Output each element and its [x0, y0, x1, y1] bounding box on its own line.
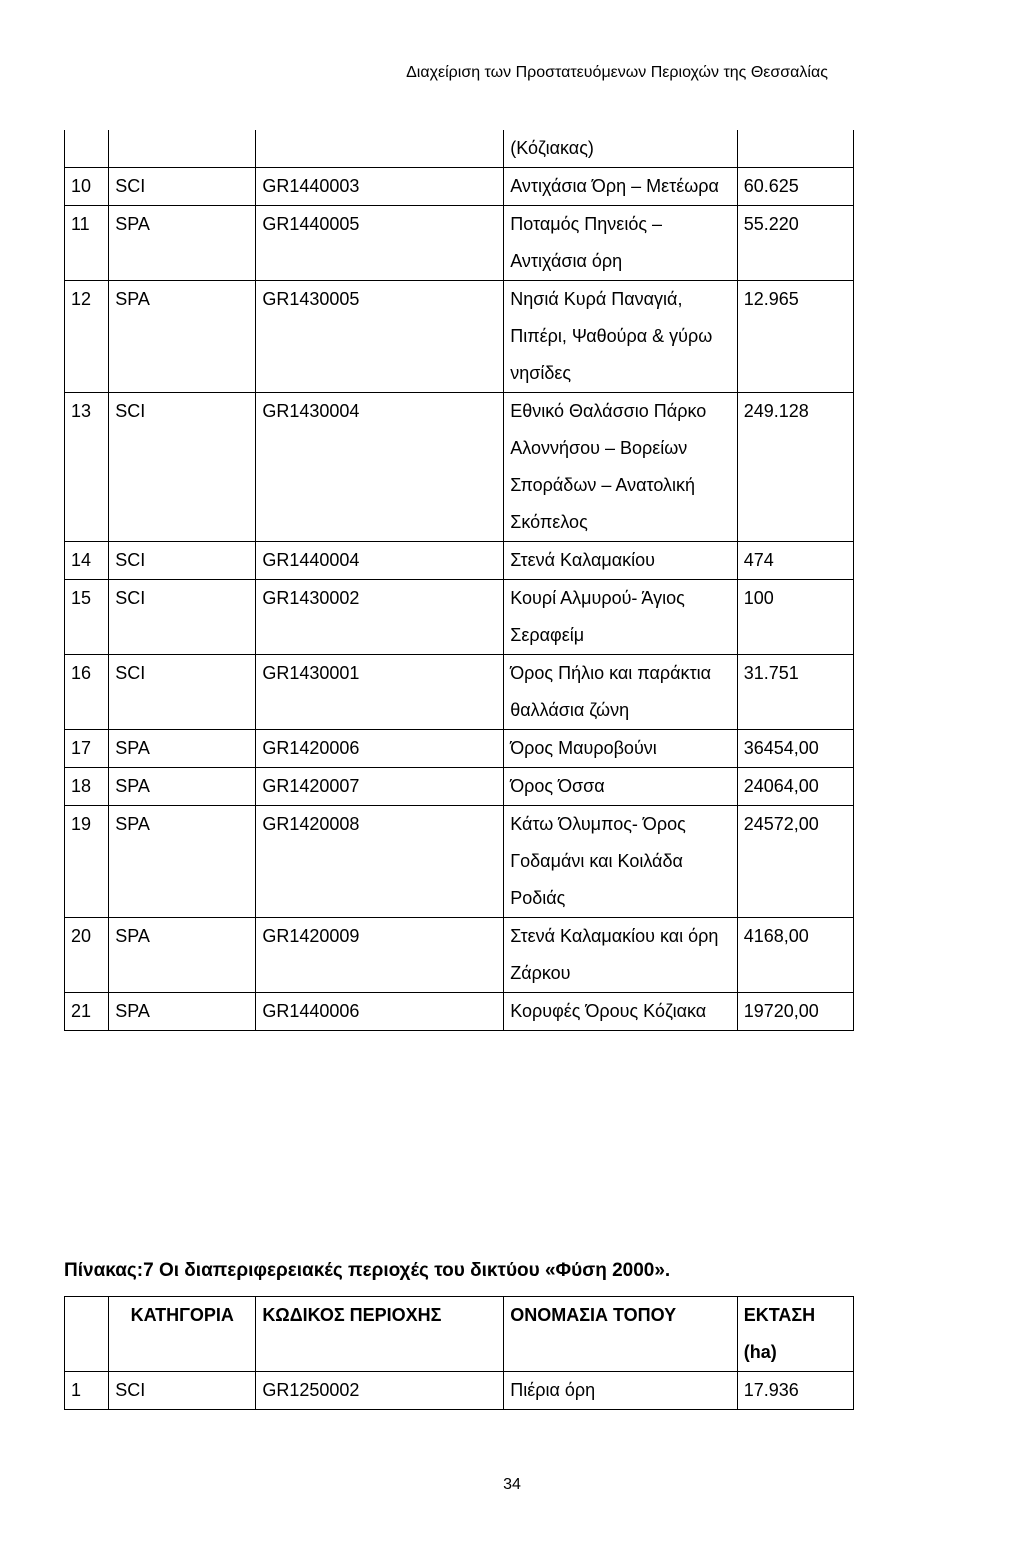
cell-code: GR1440003 [256, 168, 504, 206]
cell-category: SPA [109, 730, 256, 768]
cell-num: 12 [65, 281, 109, 393]
cell-category: SPA [109, 918, 256, 993]
cell-code: GR1430005 [256, 281, 504, 393]
table-row [65, 580, 854, 655]
table-row [65, 168, 854, 206]
cell-area: 36454,00 [737, 730, 853, 768]
header-name: ΟΝΟΜΑΣΙΑ ΤΟΠΟΥ [504, 1297, 738, 1372]
table-row [65, 806, 854, 918]
cell-num [65, 130, 109, 168]
cell-area: 60.625 [737, 168, 853, 206]
cell-area: 24064,00 [737, 768, 853, 806]
cell-code: GR1420007 [256, 768, 504, 806]
cell-area: 55.220 [737, 206, 853, 281]
cell-code: GR1420009 [256, 918, 504, 993]
cell-name: Στενά Καλαμακίου [504, 542, 738, 580]
cell-num: 17 [65, 730, 109, 768]
cell-area: 24572,00 [737, 806, 853, 918]
cell-category: SCI [109, 168, 256, 206]
header-area: ΕΚΤΑΣΗ (ha) [737, 1297, 853, 1372]
cell-category: SCI [109, 393, 256, 542]
cell-category [109, 130, 256, 168]
cell-category: SCI [109, 655, 256, 730]
cell-num: 16 [65, 655, 109, 730]
cell-category: SCI [109, 542, 256, 580]
cell-code: GR1250002 [256, 1372, 504, 1410]
cell-num: 13 [65, 393, 109, 542]
header-code: ΚΩΔΙΚΟΣ ΠΕΡΙΟΧΗΣ [256, 1297, 504, 1372]
cell-num: 1 [65, 1372, 109, 1410]
cell-code: GR1430004 [256, 393, 504, 542]
table-row [65, 993, 854, 1031]
continuation-row [65, 130, 854, 168]
table-row [65, 730, 854, 768]
header-category: ΚΑΤΗΓΟΡΙΑ [109, 1297, 256, 1372]
cell-num: 18 [65, 768, 109, 806]
cell-name: (Κόζιακας) [504, 130, 738, 168]
cell-name: Νησιά Κυρά Παναγιά, Πιπέρι, Ψαθούρα & γύρω νησίδες [504, 281, 738, 393]
cell-name: Κουρί Αλμυρού- Άγιος Σεραφείμ [504, 580, 738, 655]
cell-name: Όρος Μαυροβούνι [504, 730, 738, 768]
cell-area: 19720,00 [737, 993, 853, 1031]
page-number: 34 [503, 1476, 521, 1493]
cell-name: Εθνικό Θαλάσσιο Πάρκο Αλοννήσου – Βορείων Σποράδων – Ανατολική Σκόπελος [504, 393, 738, 542]
cell-name: Όρος Πήλιο και παράκτια θαλλάσια ζώνη [504, 655, 738, 730]
cell-code: GR1420008 [256, 806, 504, 918]
header-num [65, 1297, 109, 1372]
cell-area: 4168,00 [737, 918, 853, 993]
cell-area: 100 [737, 580, 853, 655]
cell-category: SPA [109, 993, 256, 1031]
cell-num: 14 [65, 542, 109, 580]
table-caption: Πίνακας:7 Οι διαπεριφερειακές περιοχές του δικτύου «Φύση 2000». [64, 1260, 671, 1281]
cell-area [737, 130, 853, 168]
cell-category: SPA [109, 206, 256, 281]
table-header-row [65, 1297, 854, 1372]
table-row [65, 768, 854, 806]
cell-area: 17.936 [737, 1372, 853, 1410]
cell-name: Κορυφές Όρους Κόζιακα [504, 993, 738, 1031]
cell-name: Πιέρια όρη [504, 1372, 738, 1410]
cell-category: SCI [109, 580, 256, 655]
cell-num: 11 [65, 206, 109, 281]
cell-name: Όρος Όσσα [504, 768, 738, 806]
cell-num: 15 [65, 580, 109, 655]
cell-category: SPA [109, 806, 256, 918]
table-row [65, 393, 854, 542]
cell-code: GR1430001 [256, 655, 504, 730]
cell-num: 10 [65, 168, 109, 206]
table-row [65, 206, 854, 281]
cell-category: SPA [109, 768, 256, 806]
cell-category: SPA [109, 281, 256, 393]
table-row [65, 655, 854, 730]
cell-area: 474 [737, 542, 853, 580]
table-row [65, 918, 854, 993]
table-row [65, 542, 854, 580]
cell-num: 21 [65, 993, 109, 1031]
table-row [65, 1372, 854, 1410]
cell-area: 249.128 [737, 393, 853, 542]
sites-table-continued [64, 130, 854, 1031]
cell-code: GR1440006 [256, 993, 504, 1031]
cell-code [256, 130, 504, 168]
cell-name: Ποταμός Πηνειός – Αντιχάσια όρη [504, 206, 738, 281]
table-row [65, 281, 854, 393]
cell-code: GR1420006 [256, 730, 504, 768]
cell-name: Κάτω Όλυμπος- Όρος Γοδαμάνι και Κοιλάδα Ροδιάς [504, 806, 738, 918]
cell-code: GR1440004 [256, 542, 504, 580]
cell-num: 19 [65, 806, 109, 918]
cell-category: SCI [109, 1372, 256, 1410]
cell-num: 20 [65, 918, 109, 993]
cell-code: GR1440005 [256, 206, 504, 281]
cell-name: Στενά Καλαμακίου και όρη Ζάρκου [504, 918, 738, 993]
cell-area: 31.751 [737, 655, 853, 730]
cell-code: GR1430002 [256, 580, 504, 655]
cell-area: 12.965 [737, 281, 853, 393]
interregional-sites-table [64, 1296, 854, 1410]
cell-name: Αντιχάσια Όρη – Μετέωρα [504, 168, 738, 206]
running-header: Διαχείριση των Προστατευόμενων Περιοχών της Θεσσαλίας [406, 64, 828, 81]
